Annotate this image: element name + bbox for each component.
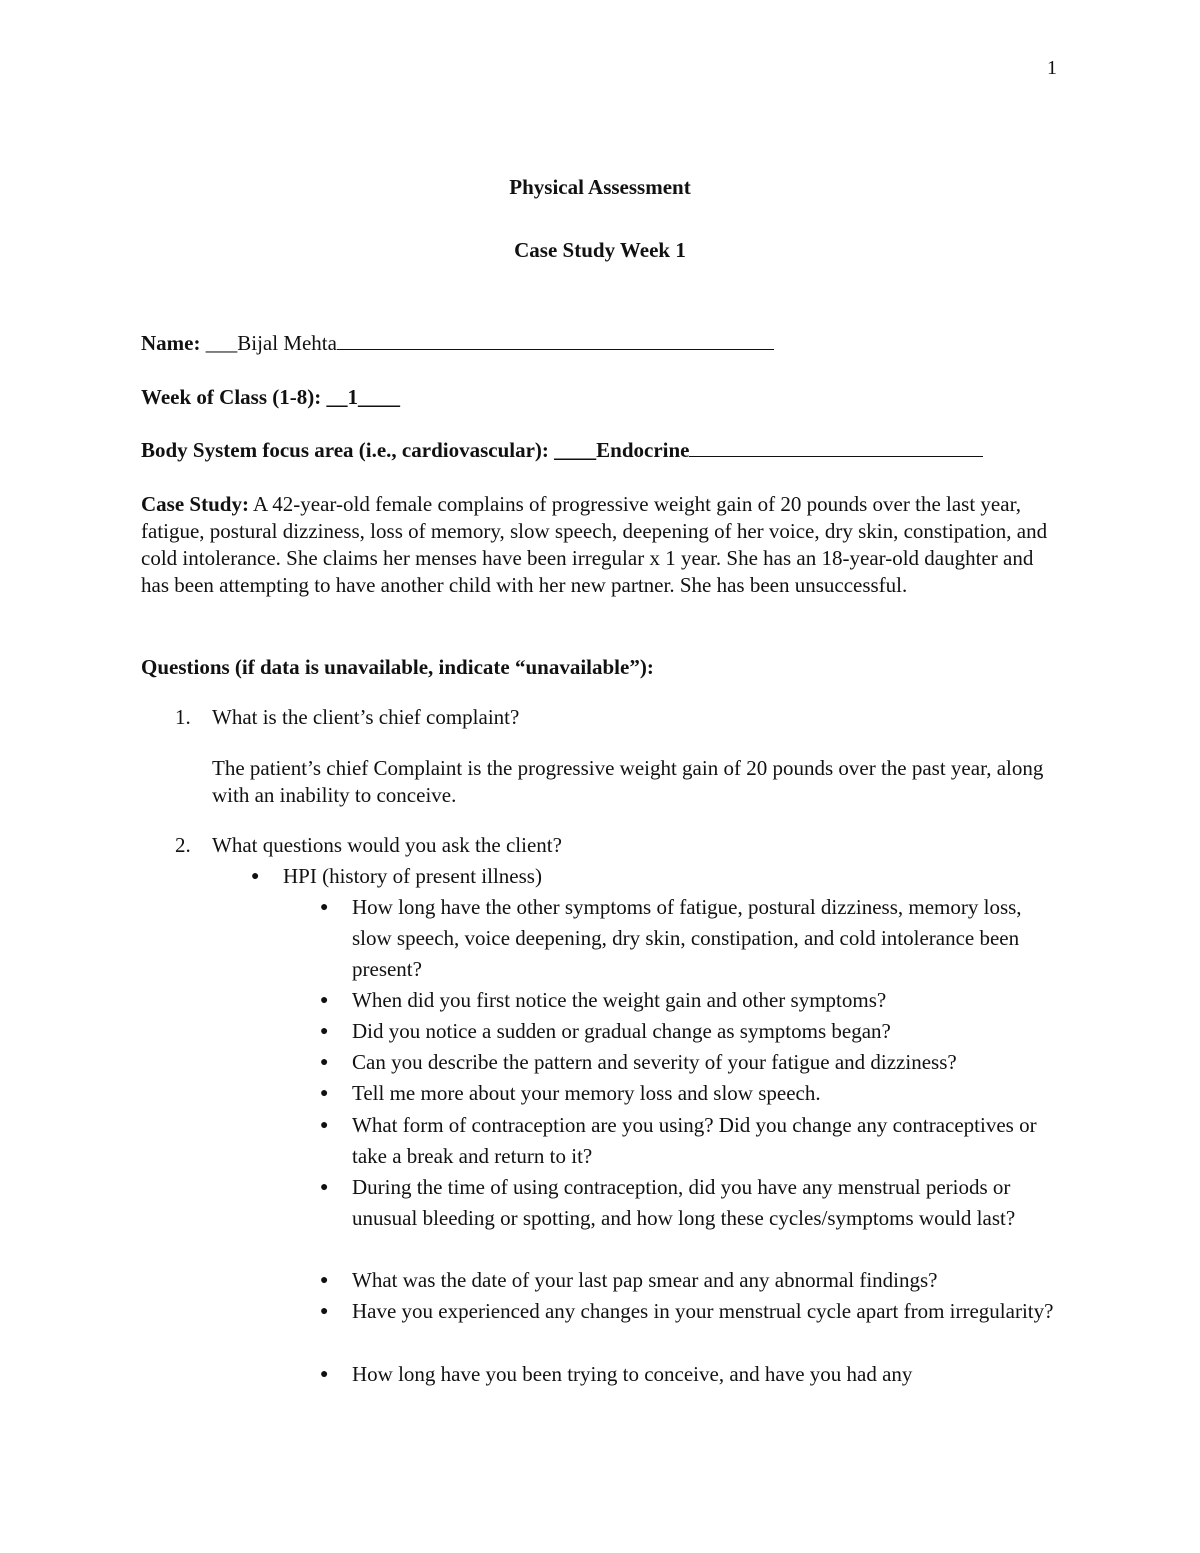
name-field [141,331,774,356]
list-item-text: Did you notice a sudden or gradual change as symptoms began? [352,1019,891,1043]
name-label: Name: [141,331,201,355]
bullet-icon: ● [320,1024,329,1039]
body-system-label: Body System focus area (i.e., cardiovascular): [141,438,549,462]
body-system-field [141,438,983,463]
name-value: ___Bijal Mehta [205,331,337,355]
bullet-icon: ● [320,1180,329,1195]
list-item-text: Tell me more about your memory loss and slow speech. [352,1081,821,1105]
question-number: 2. [175,833,191,857]
case-study-label: Case Study: [141,492,249,516]
bullet-icon: ● [320,1118,329,1133]
case-study-paragraph [141,491,1061,599]
body-system-underline [689,438,983,457]
list-item-text: When did you first notice the weight gain and other symptoms? [352,988,887,1012]
page-number: 1 [1047,57,1057,79]
bullet-icon: ● [320,1304,329,1319]
question-1-answer: The patient’s chief Complaint is the progressive weight gain of 20 pounds over the past year, along with an inability to conceive. [212,756,1044,807]
section-heading: HPI (history of present illness) [283,864,542,888]
name-underline [337,331,774,350]
document-subtitle: Case Study Week 1 [514,238,686,262]
bullet-icon: ● [320,1055,329,1070]
week-value: __1____ [326,385,400,409]
week-label: Week of Class (1-8): [141,385,322,409]
question-text: What is the client’s chief complaint? [212,705,520,729]
case-study-text: A 42-year-old female complains of progressive weight gain of 20 pounds over the last year, fatigue, postural dizziness, loss of memory, slow speech, deepening of her voice, dry skin, constipation, and cold intolerance. She claims her menses have been irregular x 1 year. She has an 18-year-old daughter and has been attempting to have another child with her new partner. She has been unsuccessful. [141,492,1048,597]
question-number: 1. [175,705,191,729]
bullet-icon: ● [251,869,260,884]
question-text: What questions would you ask the client? [212,833,562,857]
list-item-text: What was the date of your last pap smear and any abnormal findings? [352,1268,938,1292]
bullet-icon: ● [320,993,329,1008]
list-item-text: Have you experienced any changes in your menstrual cycle apart from irregularity? [352,1299,1054,1323]
week-field [141,385,400,410]
list-item-text: Can you describe the pattern and severity of your fatigue and dizziness? [352,1050,957,1074]
body-system-value: ____Endocrine [554,438,690,462]
list-item-text: During the time of using contraception, did you have any menstrual periods or unusual bleeding or spotting, and how long these cycles/symptoms would last? [352,1175,1016,1230]
list-item-text: What form of contraception are you using? Did you change any contraceptives or take a break and return to it? [352,1113,1037,1168]
bullet-icon: ● [320,1367,329,1382]
list-item-text: How long have you been trying to conceive, and have you had any [352,1362,913,1386]
bullet-icon: ● [320,1086,329,1101]
document-title: Physical Assessment [509,175,691,199]
questions-heading: Questions (if data is unavailable, indicate “unavailable”): [141,655,654,679]
bullet-icon: ● [320,1273,329,1288]
list-item-text: How long have the other symptoms of fatigue, postural dizziness, memory loss, slow speech, voice deepening, dry skin, constipation, and cold intolerance been present? [352,895,1022,981]
bullet-icon: ● [320,900,329,915]
